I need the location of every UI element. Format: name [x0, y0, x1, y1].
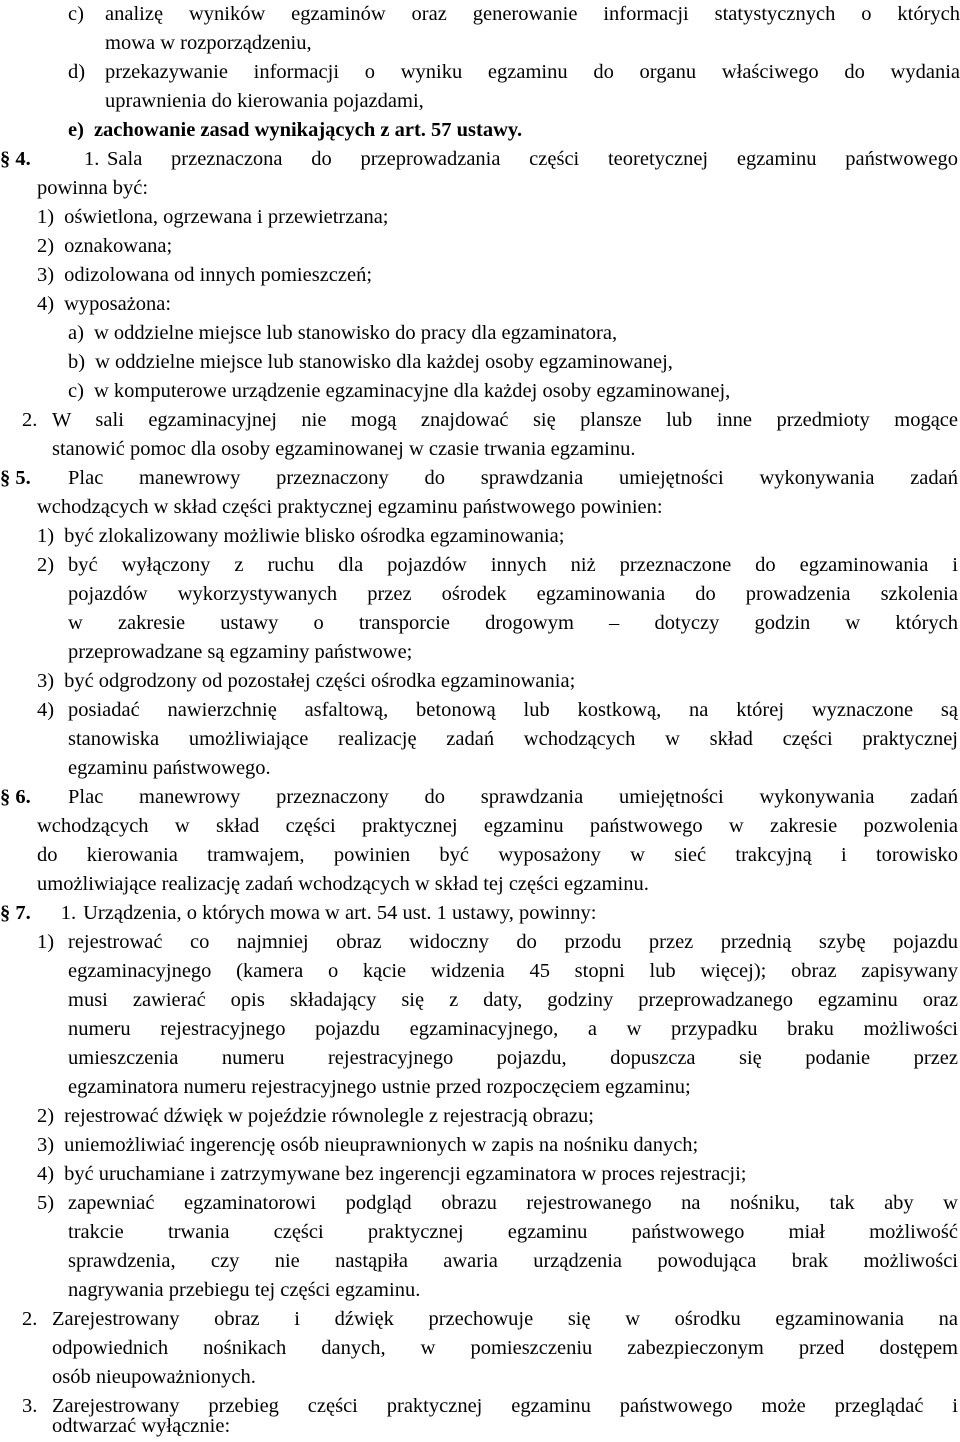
list-marker: 4) — [37, 293, 55, 315]
list-marker: 2) — [37, 554, 55, 576]
list-marker: c) — [68, 380, 84, 402]
text-line: zapewniać egzaminatorowi podgląd obrazu rejestrowanego na nośniku, tak aby w — [68, 1192, 958, 1214]
list-marker: 1. — [60, 902, 77, 924]
text-line: rejestrować co najmniej obraz widoczny do przodu przez przednią szybę pojazdu — [68, 931, 958, 953]
text-line: pojazdów wykorzystywanych przez ośrodek egzaminowania do prowadzenia szkolenia — [68, 583, 958, 605]
text-line: w komputerowe urządzenie egzaminacyjne dla każdej osoby egzaminowanej, — [93, 380, 731, 402]
text-line: oświetlona, ogrzewana i przewietrzana; — [64, 206, 389, 228]
text-line: egzaminatora numeru rejestracyjnego ustnie przed rozpoczęciem egzaminu; — [68, 1076, 691, 1098]
list-item — [37, 232, 172, 261]
paragraph-7-heading — [0, 899, 596, 928]
paragraph-4-item-2 — [22, 406, 958, 435]
list-marker: 1. — [84, 148, 100, 170]
list-marker: 2) — [37, 235, 55, 257]
list-marker: c) — [68, 3, 84, 25]
list-marker: 1) — [37, 525, 55, 547]
text-line: rejestrować dźwięk w pojeździe równolegle z rejestracją obrazu; — [64, 1105, 594, 1127]
text-line: uniemożliwiać ingerencję osób nieuprawnionych w zapis na nośniku danych; — [64, 1134, 699, 1156]
text-line: posiadać nawierzchnię asfaltową, betonową lub kostkową, na której wyznaczone są — [68, 699, 958, 721]
section-number: § 7. — [0, 902, 31, 924]
text-line: Plac manewrowy przeznaczony do sprawdzania umiejętności wykonywania zadań — [68, 786, 958, 808]
list-item — [37, 696, 958, 725]
list-item — [37, 1189, 958, 1218]
list-item — [37, 667, 575, 696]
text-line: osób nieupoważnionych. — [52, 1366, 256, 1388]
list-marker: 1) — [37, 931, 55, 953]
section-number: § 5. — [0, 467, 31, 489]
text-line: umieszczenia numeru rejestracyjnego pojazdu, dopuszcza się podanie przez — [68, 1047, 958, 1069]
text-line: odizolowana od innych pomieszczeń; — [64, 264, 373, 286]
text-line: Zarejestrowany obraz i dźwięk przechowuje się w ośrodku egzaminowania na — [52, 1308, 958, 1330]
list-marker: 4) — [37, 1163, 55, 1185]
list-marker: 3. — [22, 1395, 38, 1417]
paragraph-4-heading — [0, 145, 958, 174]
text-line: wchodzących w skład części praktycznej egzaminu państwowego w zakresie pozwolenia — [37, 815, 958, 837]
paragraph-6-heading — [0, 783, 958, 812]
text-line: odpowiednich nośnikach danych, w pomieszczeniu zabezpieczonym przed dostępem — [52, 1337, 958, 1359]
list-item — [37, 522, 564, 551]
section-number: § 6. — [0, 786, 31, 808]
list-marker: e) — [68, 119, 84, 141]
text-line: W sali egzaminacyjnej nie mogą znajdować się plansze lub inne przedmioty mogące — [52, 409, 958, 431]
sub-list-item — [68, 319, 617, 348]
text-line: egzaminu państwowego. — [68, 757, 271, 779]
text-line: stanowić pomoc dla osoby egzaminowanej w czasie trwania egzaminu. — [52, 438, 636, 460]
list-marker: b) — [68, 351, 86, 373]
text-line: w oddzielne miejsce lub stanowisko dla każdej osoby egzaminowanej, — [95, 351, 673, 373]
list-item — [37, 1102, 594, 1131]
list-marker: a) — [68, 322, 84, 344]
text-line: być zlokalizowany możliwie blisko ośrodka egzaminowania; — [64, 525, 565, 547]
text-line: Zarejestrowany przebieg części praktycznej egzaminu państwowego może przeglądać i — [52, 1395, 958, 1417]
text-line: przeprowadzane są egzaminy państwowe; — [68, 641, 413, 663]
list-item — [37, 290, 171, 319]
list-item — [37, 928, 958, 957]
list-item — [37, 1160, 747, 1189]
text-line: wchodzących w skład części praktycznej egzaminu państwowego powinien: — [37, 496, 663, 518]
list-marker: 2. — [22, 1308, 38, 1330]
list-marker: d) — [68, 61, 86, 83]
text-line: sprawdzenia, czy nie nastąpiła awaria urządzenia powodująca brak możliwości — [68, 1250, 958, 1272]
text-line: w zakresie ustawy o transporcie drogowym – dotyczy godzin w których — [68, 612, 958, 634]
text-line: do kierowania tramwajem, powinien być wyposażony w sieć trakcyjną i torowisko — [37, 844, 958, 866]
text-line: wyposażona: — [64, 293, 172, 315]
list-item — [37, 1131, 698, 1160]
text-line: egzaminacyjnego (kamera o kącie widzenia 45 stopni lub więcej); obraz zapisywany — [68, 960, 958, 982]
text-line: powinna być: — [37, 177, 149, 199]
text-line: Plac manewrowy przeznaczony do sprawdzania umiejętności wykonywania zadań — [68, 467, 958, 489]
text-line: stanowiska umożliwiające realizację zadań wchodzących w skład części praktycznej — [68, 728, 958, 750]
section-number: § 4. — [0, 148, 31, 170]
text-line: nagrywania przebiegu tej części egzaminu. — [68, 1279, 421, 1301]
list-marker: 2) — [37, 1105, 55, 1127]
list-marker: 5) — [37, 1192, 55, 1214]
list-marker: 4) — [37, 699, 55, 721]
list-item — [37, 261, 372, 290]
text-line: w oddzielne miejsce lub stanowisko do pracy dla egzaminatora, — [93, 322, 618, 344]
list-item — [37, 551, 958, 580]
text-line: mowa w rozporządzeniu, — [105, 32, 312, 54]
sub-list-item — [68, 377, 730, 406]
text-line: Sala przeznaczona do przeprowadzania części teoretycznej egzaminu państwowego — [107, 148, 958, 170]
text-line: odtwarzać wyłącznie: — [52, 1415, 231, 1437]
paragraph-5-heading — [0, 464, 958, 493]
list-item-c — [68, 0, 960, 29]
text-line: numeru rejestracyjnego pojazdu egzaminacyjnego, a w przypadku braku możliwości — [68, 1018, 958, 1040]
text-line: Urządzenia, o których mowa w art. 54 ust. 1 ustawy, powinny: — [83, 902, 597, 924]
text-line: być wyłączony z ruchu dla pojazdów innych niż przeznaczone do egzaminowania i — [68, 554, 958, 576]
list-item-e — [68, 116, 522, 145]
paragraph-7-item-2 — [22, 1305, 958, 1334]
text-line: analizę wyników egzaminów oraz generowanie informacji statystycznych o których — [105, 3, 960, 25]
text-line: musi zawierać opis składający się z daty, godziny przeprowadzanego egzaminu oraz — [68, 989, 958, 1011]
sub-list-item — [68, 348, 673, 377]
list-marker: 3) — [37, 264, 55, 286]
text-line: umożliwiające realizację zadań wchodzących w skład tej części egzaminu. — [37, 873, 649, 895]
text-line: uprawnienia do kierowania pojazdami, — [105, 90, 424, 112]
text-line: przekazywanie informacji o wyniku egzaminu do organu właściwego do wydania — [105, 61, 960, 83]
list-marker: 2. — [22, 409, 38, 431]
list-marker: 3) — [37, 1134, 55, 1156]
list-marker: 3) — [37, 670, 55, 692]
list-item — [37, 203, 389, 232]
text-line: oznakowana; — [64, 235, 173, 257]
text-line: trakcie trwania części praktycznej egzaminu państwowego miał możliwość — [68, 1221, 958, 1243]
list-item-d — [68, 58, 960, 87]
text-line: być uruchamiane i zatrzymywane bez ingerencji egzaminatora w proces rejestracji; — [64, 1163, 747, 1185]
text-line: być odgrodzony od pozostałej części ośrodka egzaminowania; — [64, 670, 576, 692]
text-line: zachowanie zasad wynikających z art. 57 ustawy. — [93, 119, 523, 141]
list-marker: 1) — [37, 206, 55, 228]
